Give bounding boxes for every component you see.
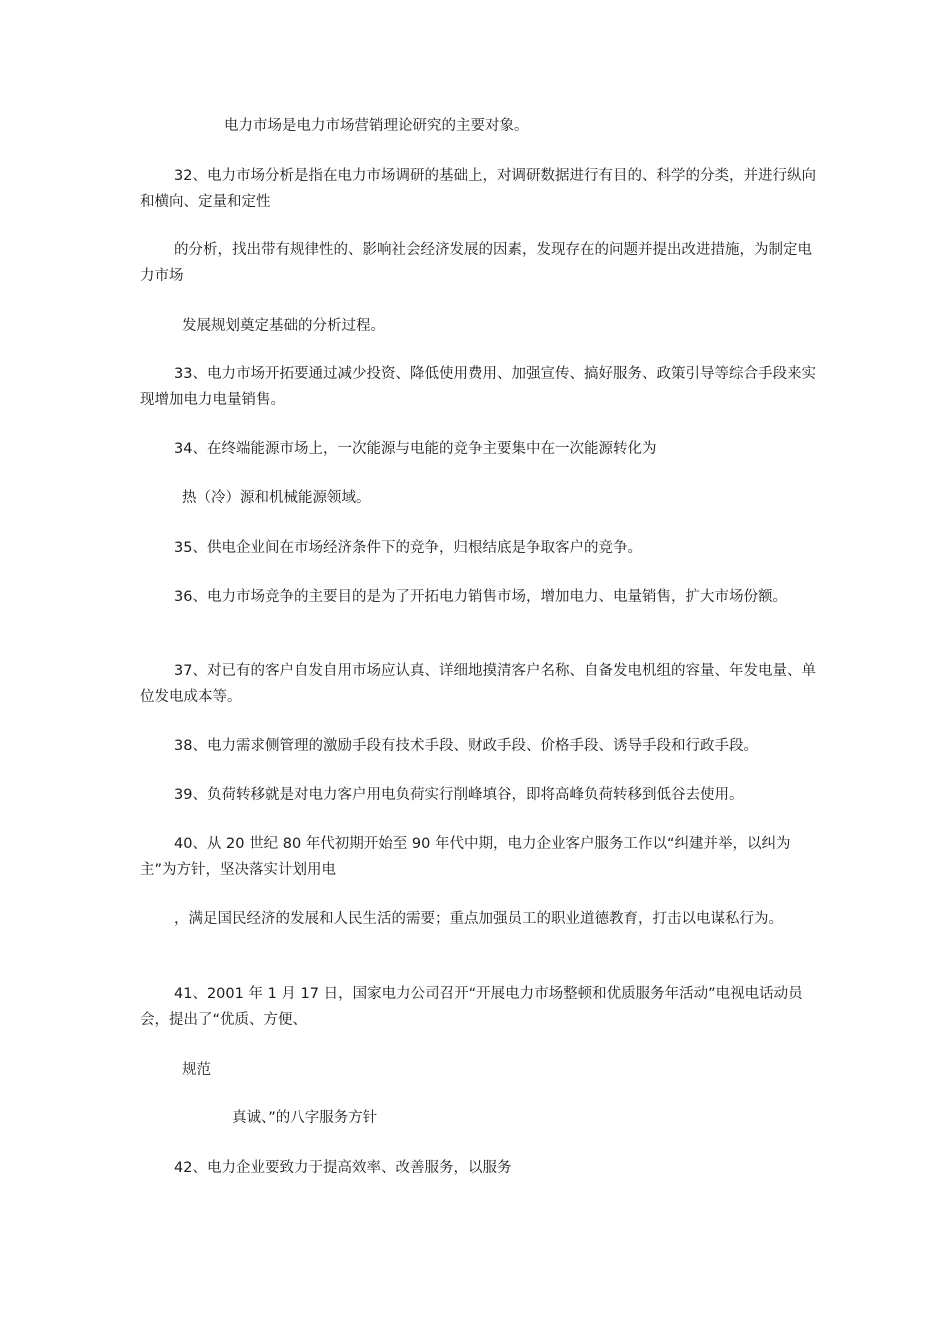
paragraph-42-efficiency: 42、电力企业要致力于提高效率、改善服务，以服务: [174, 1160, 512, 1176]
paragraph-34-continued: 热（冷）源和机械能源领域。: [182, 490, 371, 506]
paragraph-electricity-market-object: 电力市场是电力市场营销理论研究的主要对象。: [224, 118, 529, 134]
paragraph-41-mobilization-meeting: 41、2001 年 1 月 17 日，国家电力公司召开“开展电力市场整顿和优质服务年活动”电视电话动员会，提出了“优质、方便、: [140, 986, 803, 1028]
paragraph-41-end: 真诚、”的八字服务方针: [232, 1110, 378, 1126]
paragraph-32-end: 发展规划奠定基础的分析过程。: [182, 318, 385, 334]
paragraph-37-self-use-market: 37、对已有的客户自发自用市场应认真、详细地摸清客户名称、自备发电机组的容量、年发电量、单位发电成本等。: [140, 663, 816, 705]
paragraph-39-load-shifting: 39、负荷转移就是对电力客户用电负荷实行削峰填谷，即将高峰负荷转移到低谷去使用。: [174, 787, 744, 803]
paragraph-33-market-expansion: 33、电力市场开拓要通过减少投资、降低使用费用、加强宣传、搞好服务、政策引导等综合手段来实现增加电力电量销售。: [140, 366, 816, 408]
paragraph-35-competition: 35、供电企业间在市场经济条件下的竞争，归根结底是争取客户的竞争。: [174, 540, 642, 556]
paragraph-36-competition-goal: 36、电力市场竞争的主要目的是为了开拓电力销售市场，增加电力、电量销售，扩大市场份额。: [174, 589, 787, 605]
paragraph-32-continued: 的分析，找出带有规律性的、影响社会经济发展的因素，发现存在的问题并提出改进措施，为制定电力市场: [140, 242, 812, 284]
paragraph-38-dsm-incentives: 38、电力需求侧管理的激励手段有技术手段、财政手段、价格手段、诱导手段和行政手段。: [174, 738, 758, 754]
paragraph-32-market-analysis: 32、电力市场分析是指在电力市场调研的基础上，对调研数据进行有目的、科学的分类，并进行纵向和横向、定量和定性: [140, 168, 816, 210]
paragraph-34-end-energy-market: 34、在终端能源市场上，一次能源与电能的竞争主要集中在一次能源转化为: [174, 441, 657, 457]
paragraph-40-continued: ，满足国民经济的发展和人民生活的需要；重点加强员工的职业道德教育，打击以电谋私行为。: [174, 911, 783, 927]
paragraph-40-service-policy: 40、从 20 世纪 80 年代初期开始至 90 年代中期，电力企业客户服务工作以“纠建并举，以纠为主”为方针，坚决落实计划用电: [140, 836, 791, 878]
paragraph-41-norm: 规范: [182, 1062, 211, 1078]
